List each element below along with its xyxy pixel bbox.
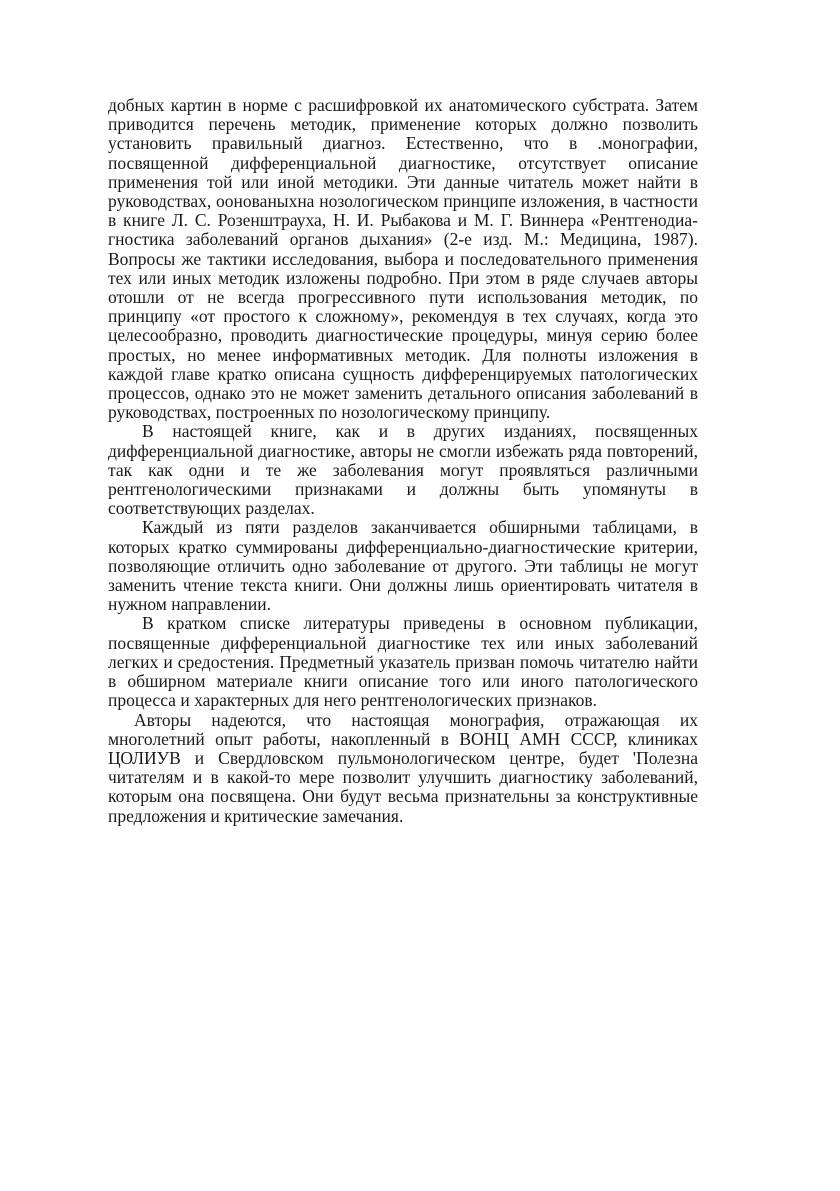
paragraph-2: В настоящей книге, как и в других изданиях, посвященных дифференциальной диагностике, авторы не смогли избежать ряда повторений, так как одни и те же заболевания могут проявляться различными рентгенологическими признаками и должны быть упомянуты в соответствующих разделах. xyxy=(108,421,698,519)
paragraph-1: добных картин в норме с расшифровкой их анатомического субстрата. Затем приводится перечень методик, применение которых должно позволить установить правильный диагноз. Естественно, что в .монографии, посвященной дифференциальной диагностике, отсутствует описание применения той или иной методики. Эти данные читатель может найти в руководствах, оонованыхна нозологическом принципе изложения, в частности в книге Л. С. Розенштрауха, Н. И. Рыбакова и М. Г. Виннера «Рентгенодиагностика заболеваний органов дыхания» (2-е изд. М.: Медицина, 1987). Вопросы же тактики исследования, выбора и последовательного применения тех или иных методик изложены подробно. При этом в ряде случаев авторы отошли от не всегда прогрессивного пути использования методик, по принципу «от простого к сложному», рекомендуя в тех случаях, когда это целесообразно, проводить диагностические процедуры, минуя серию более простых, но менее информативных методик. Для полноты изложения в каждой главе кратко описана сущность дифференцируемых патологических процессов, однако это не может заменить детального описания заболеваний в руководствах, построенных по нозологическому принципу. xyxy=(108,95,698,423)
paragraph-5: Авторы надеются, что настоящая монография, отражающая их многолетний опыт работы, накопленный в ВОНЦ АМН СССР, клиниках ЦОЛИУВ и Свердловском пульмонологическом центре, будет 'Полезна читателям и в какой-то мере позволит улучшить диагностику заболеваний, которым она посвящена. Они будут весьма признательны за конструктивные предложения и критические замечания. xyxy=(108,709,698,826)
page-text xyxy=(108,96,698,826)
paragraph-3: Каждый из пяти разделов заканчивается обширными таблицами, в которых кратко суммированы дифференциально-диагностические критерии, позволяющие отличить одно заболевание от другого. Эти таблицы не могут заменить чтение текста книги. Они должны лишь ориентировать читателя в нужном направлении. xyxy=(108,517,698,615)
paragraph-4: В кратком списке литературы приведены в основном публикации, посвященные дифференциальной диагностике тех или иных заболеваний легких и средостения. Предметный указатель призван помочь читателю найти в обширном материале книги описание того или иного патологического процесса и характерных для него рентгенологических признаков. xyxy=(108,613,698,711)
